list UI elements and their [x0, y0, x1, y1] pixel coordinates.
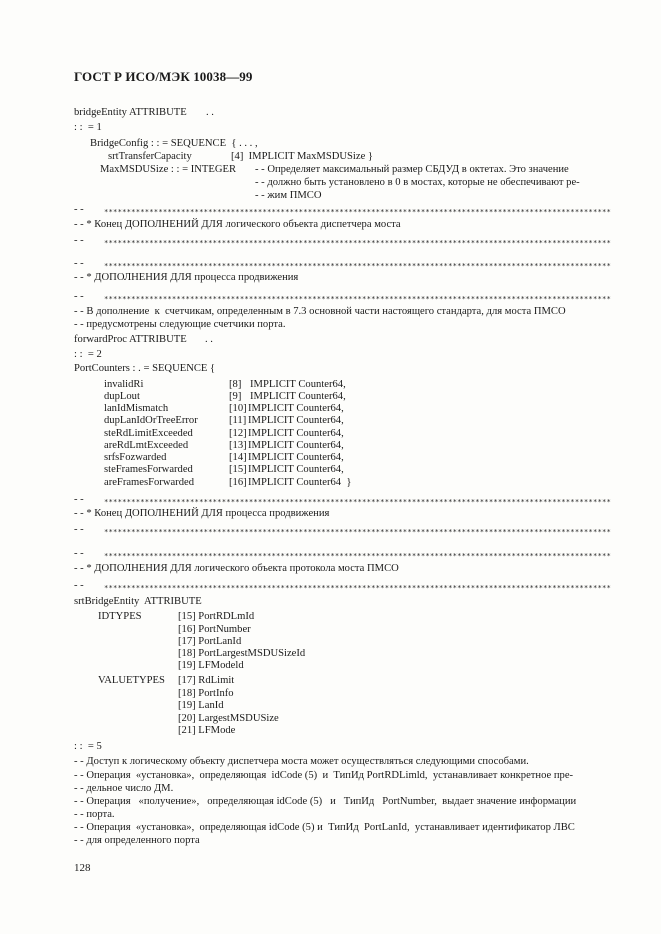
counter-name: areFramesForwarded — [104, 477, 195, 488]
counter-name: srfsFozwarded — [104, 452, 167, 463]
counter-type: IMPLICIT Counter64, — [248, 428, 344, 439]
access-paragraph-6: - - Операция «установка», определяющая idCode (5) и ТипИд PortLanId, устанавливает идентификатор ЛВС — [74, 822, 575, 833]
counters-paragraph-2: - - предусмотрены следующие счетчики порта. — [74, 319, 286, 330]
counter-tag: [10] — [229, 403, 247, 414]
star-separator: **************************************************************************************************************** — [104, 207, 612, 216]
forwarding-additions-comment: - - * ДОПОЛНЕНИЯ ДЛЯ процесса продвижения — [74, 272, 299, 283]
bridge-config-line: BridgeConfig : : = SEQUENCE { . . . , — [90, 138, 258, 149]
counter-type: IMPLICIT Counter64, — [248, 440, 344, 451]
max-msdu-comment-3: - - жим ПМСО — [255, 190, 322, 201]
comment-dash: - - — [74, 548, 84, 559]
comment-dash: - - — [74, 258, 84, 269]
max-msdu-comment-2: - - должно быть установлено в 0 в мостах, которые не обеспечивают ре- — [255, 177, 580, 188]
valuetype-row: [17] RdLimit — [178, 675, 235, 686]
counter-name: dupLanIdOrTreeError — [104, 415, 198, 426]
counter-name: steFramesForwarded — [104, 464, 193, 475]
star-separator: **************************************************************************************************************** — [104, 551, 612, 560]
counter-tag: [12] — [229, 428, 247, 439]
counter-tag: [13] — [229, 440, 247, 451]
srt-transfer-name: srtTransferCapacity — [108, 151, 192, 162]
access-paragraph-7: - - для определенного порта — [74, 835, 200, 846]
counter-tag: [11] — [229, 415, 247, 426]
counters-paragraph-1: - - В дополнение к счетчикам, определенным в 7.3 основной части настоящего стандарта, для моста ПМСО — [74, 306, 566, 317]
counter-type: IMPLICIT Counter64 } — [248, 477, 352, 488]
assign-1-line: : : = 1 — [74, 122, 102, 133]
forward-proc-line: forwardProc ATTRIBUTE — [74, 334, 187, 345]
star-separator: **************************************************************************************************************** — [104, 238, 612, 247]
counter-type: IMPLICIT Counter64, — [248, 415, 344, 426]
idtype-row: [16] PortNumber — [178, 624, 251, 635]
counter-tag: [15] — [229, 464, 247, 475]
idtype-row: [15] PortRDLmId — [178, 611, 255, 622]
srt-bridge-entity-line: srtBridgeEntity ATTRIBUTE — [74, 596, 202, 607]
end-forwarding-comment: - - * Конец ДОПОЛНЕНИЙ ДЛЯ процесса продвижения — [74, 508, 330, 519]
valuetypes-label: VALUETYPES — [98, 675, 165, 686]
counter-name: steRdLimitExceeded — [104, 428, 193, 439]
counter-type: IMPLICIT Counter64, — [248, 403, 344, 414]
page-header-title: ГОСТ Р ИСО/МЭК 10038—99 — [74, 69, 253, 84]
bridge-entity-dots: . . — [206, 107, 214, 118]
srt-transfer-type: [4] IMPLICIT MaxMSDUSize } — [231, 151, 374, 162]
comment-dash: - - — [74, 204, 84, 215]
star-separator: **************************************************************************************************************** — [104, 294, 612, 303]
valuetype-row: [18] PortInfo — [178, 688, 234, 699]
comment-dash: - - — [74, 235, 84, 246]
counter-name: invalidRi — [104, 379, 144, 390]
protocol-additions-comment: - - * ДОПОЛНЕНИЯ ДЛЯ логического объекта протокола моста ПМСО — [74, 563, 399, 574]
star-separator: **************************************************************************************************************** — [104, 497, 612, 506]
comment-dash: - - — [74, 291, 84, 302]
counter-name: areRdLmtExceeded — [104, 440, 189, 451]
star-separator: **************************************************************************************************************** — [104, 527, 612, 536]
access-paragraph-5: - - порта. — [74, 809, 115, 820]
access-paragraph-4: - - Операция «получение», определяющая idCode (5) и ТипИд PortNumber, выдает значение информации — [74, 796, 577, 807]
forward-proc-dots: . . — [205, 334, 213, 345]
idtype-row: [19] LFModeld — [178, 660, 244, 671]
max-msdu-name: MaxMSDUSize : : = INTEGER — [100, 164, 237, 175]
star-separator: **************************************************************************************************************** — [104, 583, 612, 592]
counter-type: IMPLICIT Counter64, — [250, 391, 346, 402]
access-paragraph-3: - - дельное число ДМ. — [74, 783, 174, 794]
valuetype-row: [20] LargestMSDUSize — [178, 713, 279, 724]
counter-type: IMPLICIT Counter64, — [250, 379, 346, 390]
comment-dash: - - — [74, 580, 84, 591]
valuetype-row: [21] LFMode — [178, 725, 236, 736]
star-separator: **************************************************************************************************************** — [104, 261, 612, 270]
counter-tag: [16] — [229, 477, 247, 488]
page-number: 128 — [74, 862, 91, 874]
comment-dash: - - — [74, 524, 84, 535]
idtype-row: [18] PortLargestMSDUSizeId — [178, 648, 306, 659]
counter-tag: [8] — [229, 379, 242, 390]
access-paragraph-1: - - Доступ к логическому объекту диспетчера моста может осуществляться следующими способами. — [74, 756, 529, 767]
port-counters-line: PortCounters : . = SEQUENCE { — [74, 363, 216, 374]
bridge-entity-line: bridgeEntity ATTRIBUTE — [74, 107, 187, 118]
access-paragraph-2: - - Операция «установка», определяющая idCode (5) и ТипИд PortRDLimld, устанавливает конкретное пре- — [74, 770, 574, 781]
counter-name: dupLout — [104, 391, 140, 402]
counter-type: IMPLICIT Counter64, — [248, 452, 344, 463]
counter-tag: [14] — [229, 452, 247, 463]
idtype-row: [17] PortLanId — [178, 636, 242, 647]
counter-tag: [9] — [229, 391, 242, 402]
end-bridge-additions-comment: - - * Конец ДОПОЛНЕНИЙ ДЛЯ логического объекта диспетчера моста — [74, 219, 401, 230]
counter-name: lanIdMismatch — [104, 403, 169, 414]
comment-dash: - - — [74, 494, 84, 505]
assign-2-line: : : = 2 — [74, 349, 102, 360]
assign-5-line: : : = 5 — [74, 741, 102, 752]
valuetype-row: [19] LanId — [178, 700, 224, 711]
idtypes-label: IDTYPES — [98, 611, 142, 622]
max-msdu-comment-1: - - Определяет максимальный размер СБДУД в октетах. Это значение — [255, 164, 569, 175]
counter-type: IMPLICIT Counter64, — [248, 464, 344, 475]
